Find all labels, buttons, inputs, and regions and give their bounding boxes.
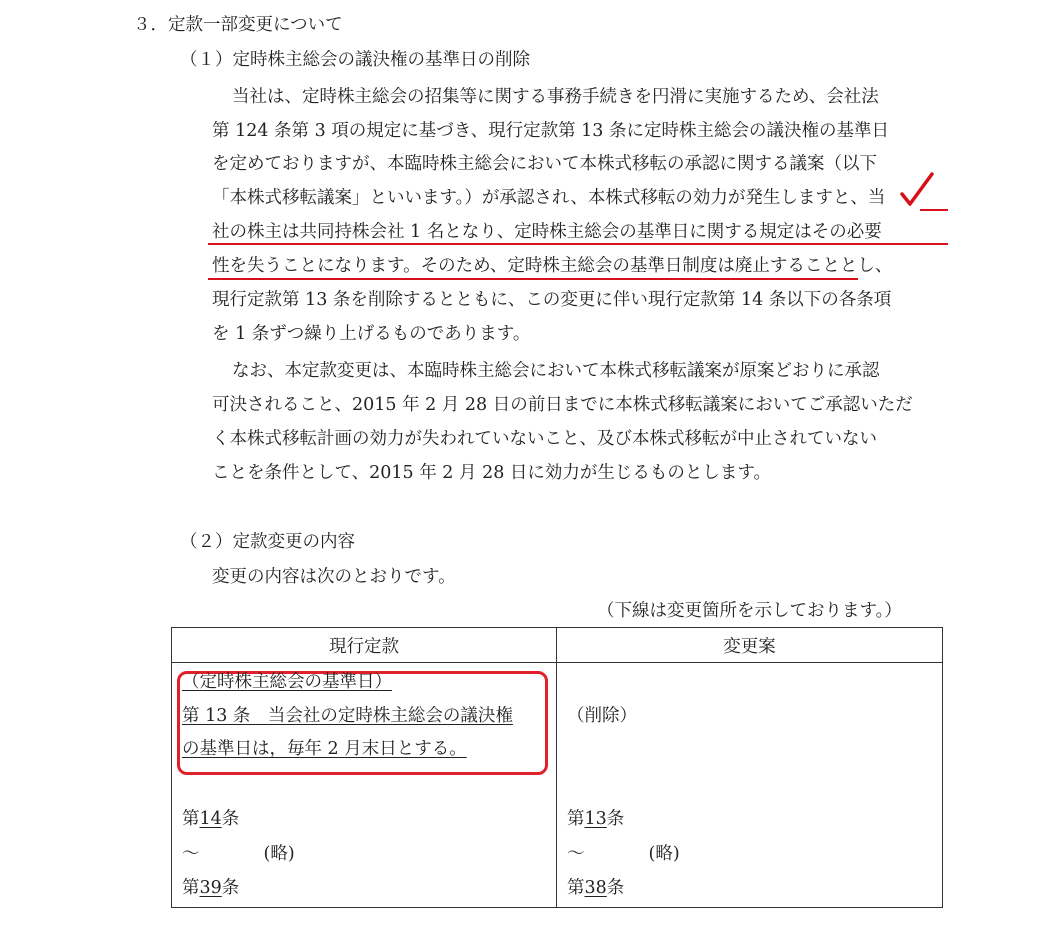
red-underline-3 bbox=[208, 278, 858, 280]
current-article-14-number: 14 bbox=[199, 809, 222, 829]
proposed-omitted-row bbox=[567, 843, 680, 865]
current-article-39: 第39条 bbox=[182, 878, 240, 898]
tilde: 〜 bbox=[182, 844, 200, 864]
para1-line-5: 社の株主は共同持株会社 1 名となり、定時株主総会の基準日に関する規定はその必要 bbox=[212, 222, 882, 242]
proposed-article-13-number: 13 bbox=[584, 809, 607, 829]
para1-line-2: 第 124 条第 3 項の規定に基づき、現行定款第 13 条に定時株主総会の議決権の基準日 bbox=[212, 121, 889, 141]
current-article-39-number: 39 bbox=[199, 878, 222, 898]
omitted-label: (略) bbox=[648, 844, 680, 864]
para1-line-1: 当社は、定時株主総会の招集等に関する事務手続きを円滑に実施するため、会社法 bbox=[232, 87, 879, 107]
current-omitted-row bbox=[182, 843, 295, 865]
para1-line-3: を定めておりますが、本臨時株主総会において本株式移転の承認に関する議案（以下 bbox=[212, 154, 877, 174]
para1-line-6: 性を失うことになります。そのため、定時株主総会の基準日制度は廃止することとし、 bbox=[212, 256, 893, 276]
para2-line-1: なお、本定款変更は、本臨時株主総会において本株式移転議案が原案どおりに承認 bbox=[232, 361, 880, 381]
current-articles-cell bbox=[172, 663, 557, 908]
tilde: 〜 bbox=[567, 844, 585, 864]
current-article-caption: （定時株主総会の基準日） bbox=[182, 672, 392, 692]
current-article-13-line-1: 第 13 条 当会社の定時株主総会の議決権 bbox=[182, 706, 513, 726]
para2-line-4: ことを条件として、2015 年 2 月 28 日に効力が生じるものとします。 bbox=[212, 463, 771, 483]
proposed-articles-cell bbox=[557, 663, 943, 908]
para2-line-2: 可決されること、2015 年 2 月 28 日の前日までに本株式移転議案においてご承認いただ bbox=[212, 395, 913, 415]
check-mark-icon bbox=[898, 170, 938, 210]
proposed-deleted: （削除） bbox=[567, 706, 637, 726]
current-article-13-line-2: の基準日は，毎年 2 月末日とする。 bbox=[182, 739, 467, 759]
proposed-article-38-number: 38 bbox=[584, 878, 607, 898]
para1-line-4: 「本株式移転議案」といいます。）が承認され、本株式移転の効力が発生しますと、当 bbox=[212, 188, 886, 208]
underline-note: （下線は変更箇所を示しております。） bbox=[597, 601, 902, 621]
red-underline-2 bbox=[208, 243, 948, 245]
para1-line-7: 現行定款第 13 条を削除するとともに、この変更に伴い現行定款第 14 条以下の各条項 bbox=[212, 290, 892, 310]
para2-line-3: く本株式移転計画の効力が失われていないこと、及び本株式移転が中止されていない bbox=[212, 429, 877, 449]
para1-line-8: を 1 条ずつ繰り上げるものであります。 bbox=[212, 324, 531, 344]
sub1-heading: （１）定時株主総会の議決権の基準日の削除 bbox=[180, 50, 530, 70]
proposed-article-38: 第38条 bbox=[567, 878, 625, 898]
sub2-intro: 変更の内容は次のとおりです。 bbox=[212, 567, 456, 587]
proposed-article-13: 第13条 bbox=[567, 809, 625, 829]
header-proposed: 変更案 bbox=[557, 628, 943, 663]
amendment-table bbox=[171, 627, 943, 908]
header-current: 現行定款 bbox=[172, 628, 557, 663]
sub2-heading: （２）定款変更の内容 bbox=[180, 532, 355, 552]
section-title: ３．定款一部変更について bbox=[133, 15, 343, 35]
current-article-14: 第14条 bbox=[182, 809, 240, 829]
omitted-label: (略) bbox=[263, 844, 295, 864]
